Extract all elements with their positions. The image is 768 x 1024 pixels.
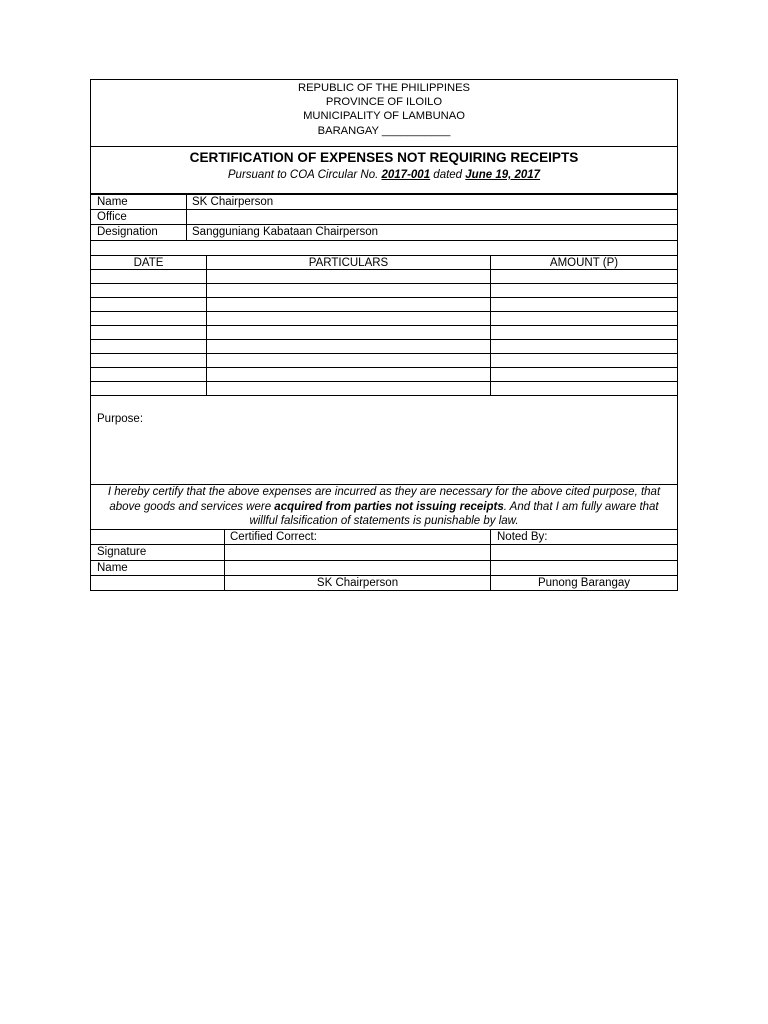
divider — [91, 544, 677, 545]
divider — [91, 224, 677, 225]
purpose-label: Purpose: — [97, 413, 144, 425]
column-divider — [206, 255, 207, 395]
page-title: CERTIFICATION OF EXPENSES NOT REQUIRING RECEIPTS — [189, 150, 579, 165]
header-province: PROVINCE OF ILOILO — [325, 96, 443, 108]
divider — [186, 194, 187, 240]
table-row-border — [91, 325, 677, 326]
signatory-name-label: Name — [97, 562, 128, 574]
column-header-amount: AMOUNT (P) — [549, 257, 619, 269]
noted-by-label: Noted By: — [497, 531, 548, 543]
certification-statement — [101, 485, 667, 529]
table-row-border — [91, 283, 677, 284]
divider — [91, 209, 677, 210]
divider — [91, 560, 677, 561]
table-row-border — [91, 353, 677, 354]
header-republic: REPUBLIC OF THE PHILIPPINES — [297, 82, 470, 94]
certified-position: SK Chairperson — [316, 577, 399, 589]
table-row-border — [91, 297, 677, 298]
divider — [91, 529, 677, 530]
circular-number: 2017-001 — [381, 169, 431, 181]
signature-label: Signature — [97, 546, 147, 558]
column-divider — [490, 255, 491, 395]
header-municipality: MUNICIPALITY OF LAMBUNAO — [303, 110, 465, 122]
designation-value[interactable]: Sangguniang Kabataan Chairperson — [192, 226, 379, 238]
header-barangay: BARANGAY ___________ — [317, 125, 451, 137]
table-row-border — [91, 381, 677, 382]
table-bottom-border — [91, 395, 677, 396]
table-row-border — [91, 339, 677, 340]
circular-date: June 19, 2017 — [465, 169, 541, 181]
column-header-particulars: PARTICULARS — [308, 257, 389, 269]
certified-correct-label: Certified Correct: — [230, 531, 317, 543]
table-row-border — [91, 367, 677, 368]
certification-emphasis: acquired from parties not issuing receipts — [274, 500, 504, 513]
table-row-border — [91, 311, 677, 312]
divider — [91, 240, 677, 241]
column-header-date: DATE — [133, 257, 164, 269]
subtitle-prefix: Pursuant to COA Circular No. — [227, 169, 382, 181]
government-header — [91, 80, 677, 147]
noted-position: Punong Barangay — [537, 577, 631, 589]
page-subtitle — [91, 169, 677, 181]
office-label: Office — [97, 211, 127, 223]
subtitle-mid: dated — [430, 169, 466, 181]
name-label: Name — [97, 196, 128, 208]
certification-form — [90, 79, 678, 591]
certification-text-2: . And that I am fully aware that willful falsification of statements is punishable by law. — [249, 500, 659, 528]
designation-label: Designation — [97, 226, 158, 238]
certification-text-1: I hereby certify that the above expenses are incurred as they are necessary for the above cited purpose, that above goods and services were — [107, 486, 661, 513]
divider — [91, 194, 677, 195]
name-value[interactable]: SK Chairperson — [192, 196, 274, 208]
title-block — [91, 146, 677, 194]
